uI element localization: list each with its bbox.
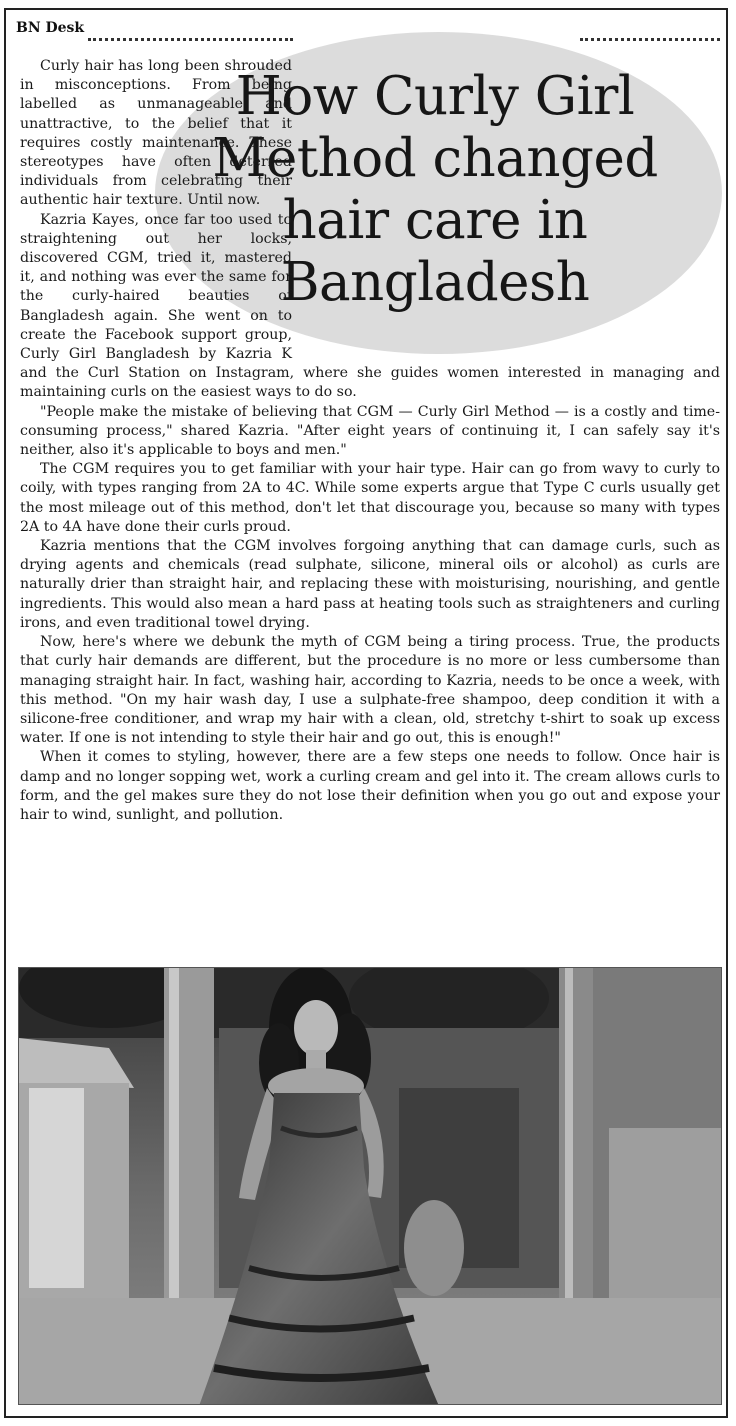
paragraph-2: Kazria Kayes, once far too used to straightening out her locks, discovered CGM, tried it, mastered it, and nothing was ever the same for the curly-haired beauties of Bangladesh again. She went on to create the Facebook support group, Curly Girl Bangladesh by Kazria K and the Curl Station on Instagram, where she guides women interested in managing and maintaining curls on the easiest ways to do so. [20, 211, 720, 401]
byline: BN Desk [16, 20, 85, 36]
paragraph-3: "People make the mistake of believing that CGM — Curly Girl Method — is a costly and time-consuming process," shared Kazria. "After eight years of continuing it, I can safely say it's neither, also it's applicable to boys and men." [20, 403, 720, 459]
paragraph-1: Curly hair has long been shrouded in misconceptions. From being labelled as unmanageable and unattractive, to the belief that it requires costly maintenance. These stereotypes have often deterred individuals from celebrating their authentic hair texture. Until now. [20, 58, 292, 209]
headline-wrap-space [298, 57, 720, 357]
headline: How Curly Girl Method changed hair care in Bangladesh [212, 66, 658, 313]
paragraph-7: When it comes to styling, however, there are a few steps one needs to follow. Once hair is damp and no longer sopping wet, work a curling cream and gel into it. The cream allows curls to form, and the gel makes sure they do not lose their definition when you go out and expose your hair to wind, sunlight, and pollution. [20, 749, 720, 823]
dotted-rule-right [580, 38, 720, 41]
article-photo [18, 967, 722, 1405]
dotted-rule-left [88, 38, 293, 41]
paragraph-5: Kazria mentions that the CGM involves forgoing anything that can damage curls, such as drying agents and chemicals (read sulphate, silicone, mineral oils or alcohol) as curls are naturally drier than straight hair, and replacing these with moisturising, nourishing, and gentle ingredients. This would also mean a hard pass at heating tools such as straighteners and curling irons, and even traditional towel drying. [20, 538, 720, 631]
article-body [20, 57, 720, 825]
paragraph-6: Now, here's where we debunk the myth of CGM being a tiring process. True, the products that curly hair demands are different, but the procedure is no more or less cumbersome than managing straight hair. In fact, washing hair, according to Kazria, needs to be once a week, with this method. "On my hair wash day, I use a sulphate-free shampoo, deep condition it with a silicone-free conditioner, and wrap my hair with a clean, old, stretchy t-shirt to soak up excess water. If one is not intending to style their hair and go out, this is enough!" [20, 634, 720, 747]
paragraph-4: The CGM requires you to get familiar with your hair type. Hair can go from wavy to curly to coily, with types ranging from 2A to 4C. While some experts argue that Type C curls usually get the most mileage out of this method, don't let that discourage you, because so many with types 2A to 4A have done their curls proud. [20, 461, 720, 535]
